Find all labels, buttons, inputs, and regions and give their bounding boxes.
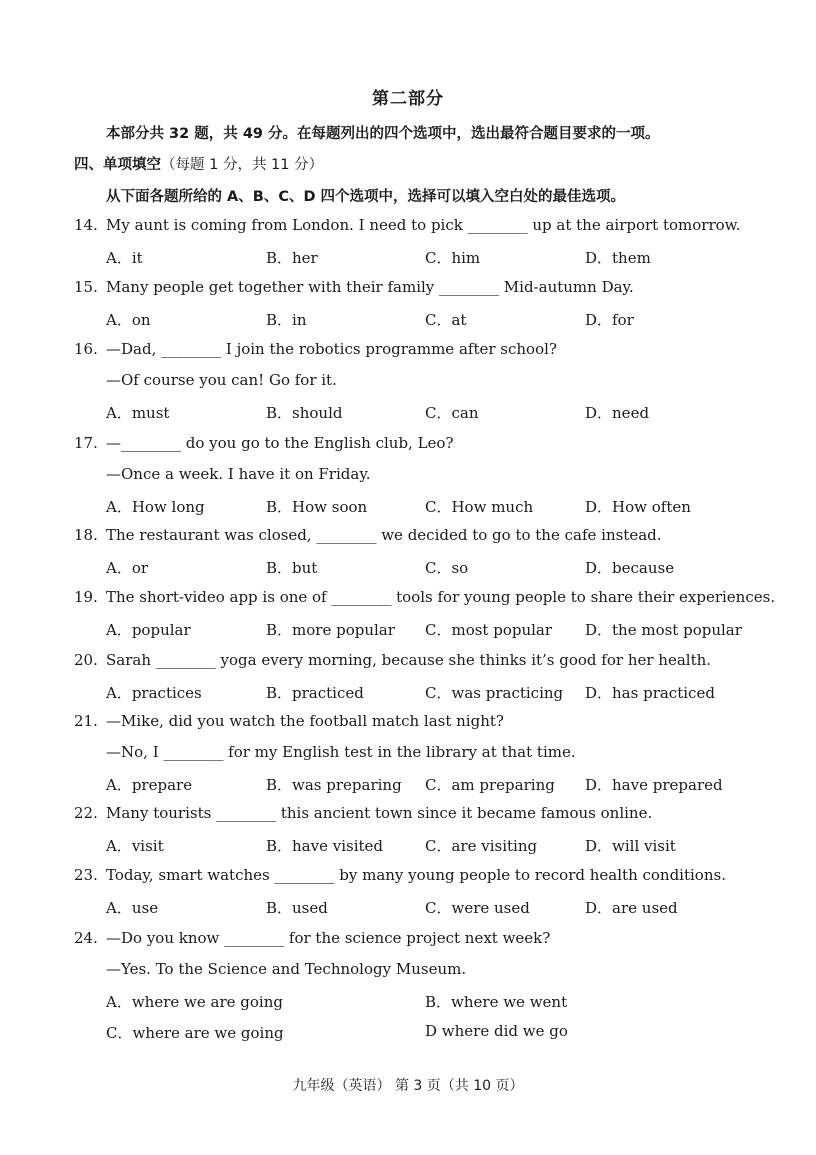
answer-option-b: B．have visited	[266, 837, 384, 855]
answer-option-b: B．practiced	[266, 684, 364, 702]
question-dialogue-line: —Once a week. I have it on Friday.	[106, 465, 371, 483]
answer-option-b: B．should	[266, 404, 343, 422]
question-number: 21.	[74, 712, 98, 730]
question-number: 19.	[74, 588, 98, 606]
answer-option-d: D．How often	[585, 498, 691, 516]
answer-option-d: D．are used	[585, 899, 678, 917]
answer-option-a: A．visit	[106, 837, 164, 855]
question-stem: —Dad, ________ I join the robotics programme after school?	[106, 340, 557, 358]
page-footer: 九年级（英语） 第 3 页（共 10 页）	[292, 1078, 524, 1094]
answer-option-a: A．on	[106, 311, 151, 329]
section-heading	[74, 153, 323, 174]
question-stem: Many people get together with their family ________ Mid-autumn Day.	[106, 278, 634, 296]
answer-option-c: C．was practicing	[425, 684, 564, 702]
question-stem: Many tourists ________ this ancient town since it became famous online.	[106, 804, 653, 822]
question-number: 14.	[74, 216, 98, 234]
answer-option-c: C．were used	[425, 899, 530, 917]
question-number: 24.	[74, 929, 98, 947]
section-heading-label: 四、单项填空	[74, 157, 161, 173]
question-dialogue-line: —Of course you can! Go for it.	[106, 371, 337, 389]
question-number: 20.	[74, 651, 98, 669]
answer-option-a: A．it	[106, 249, 143, 267]
page-title: 第二部分	[372, 89, 444, 109]
answer-option-c: C．can	[425, 404, 479, 422]
answer-option-b: B．her	[266, 249, 318, 267]
question-dialogue-line: —No, I ________ for my English test in the library at that time.	[106, 743, 576, 761]
question-number: 18.	[74, 526, 98, 544]
answer-option-d: D．will visit	[585, 837, 676, 855]
answer-option-b: B．was preparing	[266, 776, 402, 794]
answer-option-b: B．more popular	[266, 621, 395, 639]
answer-option-c: C．at	[425, 311, 467, 329]
answer-option-d: D．them	[585, 249, 651, 267]
answer-option-c: C．am preparing	[425, 776, 555, 794]
answer-option-b: B．but	[266, 559, 318, 577]
answer-option-a: A．prepare	[106, 776, 193, 794]
answer-option-d: D．has practiced	[585, 684, 715, 702]
question-number: 23.	[74, 866, 98, 884]
answer-option-d: D．for	[585, 311, 634, 329]
answer-option-b: B．where we went	[425, 993, 568, 1011]
answer-option-d: D．need	[585, 404, 650, 422]
question-number: 16.	[74, 340, 98, 358]
answer-option-c: C．are visiting	[425, 837, 538, 855]
section-instruction: 从下面各题所给的 A、B、C、D 四个选项中，选择可以填入空白处的最佳选项。	[106, 189, 626, 205]
answer-option-a: A．popular	[106, 621, 191, 639]
section-score: （每题 1 分，共 11 分）	[161, 157, 324, 173]
answer-option-a: A．must	[106, 404, 170, 422]
answer-option-b: B．used	[266, 899, 328, 917]
part-intro: 本部分共 32 题，共 49 分。在每题列出的四个选项中，选出最符合题目要求的一项。	[106, 126, 660, 142]
answer-option-a: A．use	[106, 899, 159, 917]
answer-option-a: A．practices	[106, 684, 202, 702]
question-number: 17.	[74, 434, 98, 452]
question-stem: My aunt is coming from London. I need to pick ________ up at the airport tomorrow.	[106, 216, 741, 234]
answer-option-b: B．in	[266, 311, 307, 329]
question-stem: —Mike, did you watch the football match last night?	[106, 712, 504, 730]
question-stem: Sarah ________ yoga every morning, because she thinks it’s good for her health.	[106, 651, 712, 669]
answer-option-d: D．because	[585, 559, 675, 577]
question-number: 22.	[74, 804, 98, 822]
answer-option-c: C．him	[425, 249, 481, 267]
question-stem: —Do you know ________ for the science project next week?	[106, 929, 551, 947]
answer-option-d: D where did we go	[425, 1022, 568, 1040]
question-dialogue-line: —Yes. To the Science and Technology Museum.	[106, 960, 467, 978]
question-number: 15.	[74, 278, 98, 296]
answer-option-c: C．most popular	[425, 621, 553, 639]
question-stem: The restaurant was closed, ________ we decided to go to the cafe instead.	[106, 526, 662, 544]
answer-option-d: D．have prepared	[585, 776, 723, 794]
question-stem: Today, smart watches ________ by many young people to record health conditions.	[106, 866, 726, 884]
answer-option-c: C．where are we going	[106, 1024, 284, 1042]
question-stem: —________ do you go to the English club, Leo?	[106, 434, 454, 452]
answer-option-a: A．or	[106, 559, 149, 577]
answer-option-d: D．the most popular	[585, 621, 742, 639]
answer-option-a: A．How long	[106, 498, 205, 516]
answer-option-b: B．How soon	[266, 498, 368, 516]
answer-option-c: C．How much	[425, 498, 534, 516]
answer-option-a: A．where we are going	[106, 993, 283, 1011]
question-stem: The short-video app is one of ________ tools for young people to share their experiences.	[106, 588, 776, 606]
answer-option-c: C．so	[425, 559, 469, 577]
